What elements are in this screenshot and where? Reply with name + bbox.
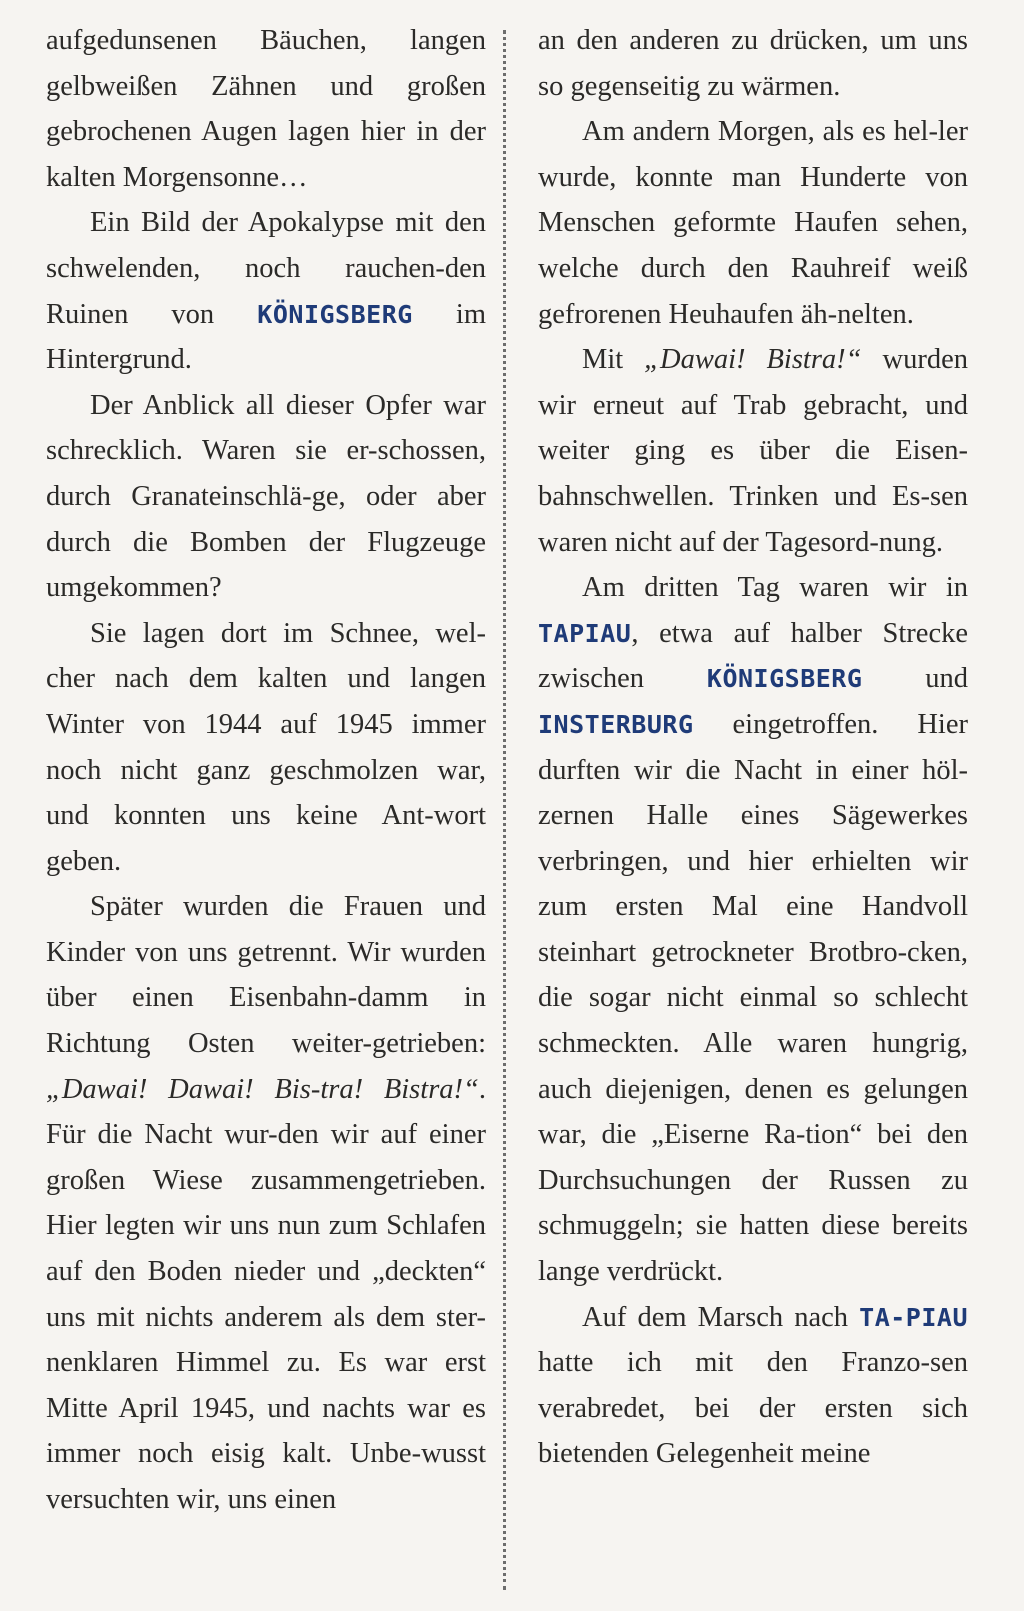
place-name: KÖNIGSBERG	[257, 299, 413, 329]
column-divider	[503, 30, 506, 1590]
paragraph-text: Später wurden die Frauen und Kinder von uns getrennt. Wir wurden über einen Eisenbahn-damm in Richtung Osten weiter-getrieben:	[46, 891, 486, 1060]
paragraph: Sie lagen dort im Schnee, wel-cher nach dem kalten und langen Winter von 1944 auf 1945 immer noch nicht ganz geschmolzen war, und konnten uns keine Ant-wort geben.	[46, 617, 486, 877]
paragraph	[538, 337, 968, 565]
quoted-command: „Dawai! Bistra!“	[644, 344, 862, 376]
paragraph-text: , etwa auf halber Strecke zwischen	[538, 617, 968, 695]
paragraph-text: und	[862, 663, 968, 695]
paragraph: Der Anblick all dieser Opfer war schrecklich. Waren sie er-schossen, durch Granateinschlä-ge, oder aber durch die Bomben der Flugzeuge umgekommen?	[46, 389, 486, 604]
paragraph	[46, 884, 486, 1522]
paragraph: aufgedunsenen Bäuchen, langen gelbweißen Zähnen und großen gebrochenen Augen lagen hier in der kalten Morgensonne…	[46, 25, 486, 193]
place-name: KÖNIGSBERG	[706, 664, 863, 694]
left-column	[46, 18, 486, 1523]
paragraph-text: hatte ich mit den Franzo-sen verabredet, bei der ersten sich bietenden Gelegenheit meine	[538, 1347, 968, 1470]
paragraph	[538, 1295, 968, 1477]
paragraph	[538, 565, 968, 1295]
place-name: TAPIAU	[538, 618, 632, 648]
paragraph-text: Am dritten Tag waren wir in	[582, 572, 968, 604]
paragraph-text: wurden wir erneut auf Trab gebracht, und weiter ging es über die Eisen-bahnschwellen. Trinken und Es-sen waren nicht auf der Tagesord-nung.	[538, 344, 968, 558]
place-name: TA-PIAU	[859, 1302, 968, 1332]
paragraph-text: im Hintergrund.	[46, 298, 487, 376]
quoted-command: „Dawai! Dawai! Bis-tra! Bistra!“	[46, 1073, 479, 1105]
paragraph-text: Auf dem Marsch nach	[582, 1301, 860, 1333]
right-column	[538, 18, 968, 1477]
paragraph-text: Mit	[582, 344, 645, 376]
paragraph: Am andern Morgen, als es hel-ler wurde, konnte man Hunderte von Menschen geformte Haufen sehen, welche durch den Rauhreif weiß gefrorenen Heuhaufen äh-nelten.	[538, 116, 968, 330]
paragraph	[46, 200, 486, 382]
paragraph-text: Ein Bild der Apokalypse mit den schwelenden, noch rauchen-den Ruinen von	[46, 207, 486, 330]
place-name: INSTERBURG	[538, 709, 694, 739]
paragraph-text: eingetroffen. Hier durften wir die Nacht in einer höl-zernen Halle eines Sägewerkes verbringen, und hier erhielten wir zum ersten Mal eine Handvoll steinhart getrockneter Brotbro-cken, die sogar nicht einmal so schlecht schmeckten. Alle waren hungrig, auch diejenigen, denen es gelungen war, die „Eiserne Ra-tion“ bei den Durchsuchungen der Russen zu schmuggeln; sie hatten diese bereits lange verdrückt.	[538, 708, 968, 1288]
paragraph: an den anderen zu drücken, um uns so gegenseitig zu wärmen.	[538, 25, 968, 102]
paragraph-text: . Für die Nacht wur-den wir auf einer großen Wiese zusammengetrieben. Hier legten wir uns nun zum Schlafen auf den Boden nieder und „deckten“ uns mit nichts anderem als dem ster-nenklaren Himmel zu. Es war erst Mitte April 1945, und nachts war es immer noch eisig kalt. Unbe-wusst versuchten wir, uns einen	[46, 1073, 486, 1515]
